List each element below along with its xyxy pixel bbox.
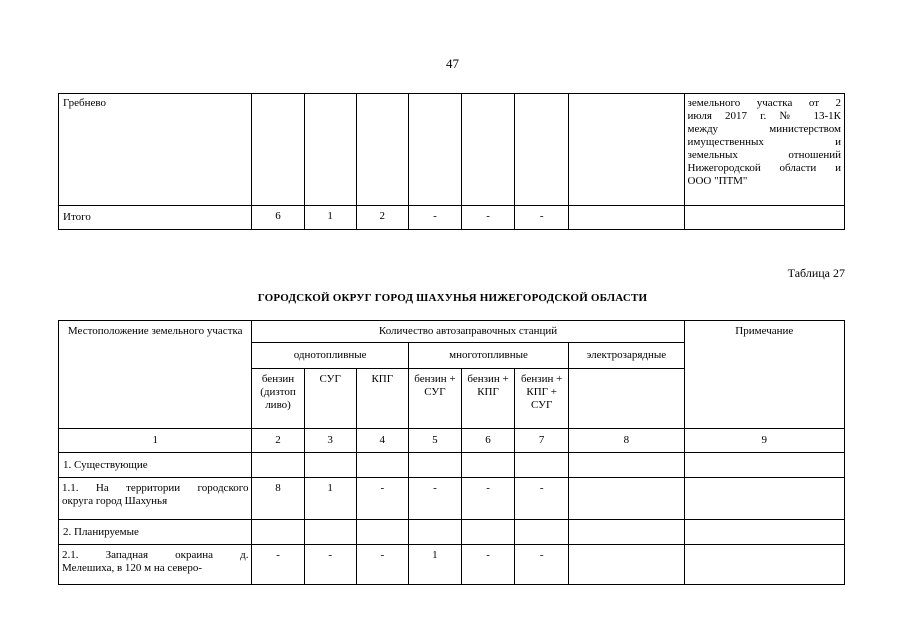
row-label: 2. Планируемые (59, 520, 252, 545)
header-benzin-kpg: бензин + КПГ (461, 369, 514, 429)
note-line: земельного участка от 2 (687, 97, 841, 109)
cell-value: - (304, 545, 356, 585)
row-label: 1. Существующие (59, 453, 252, 478)
column-number: 1 (59, 429, 252, 453)
table-row (59, 206, 845, 230)
row-label-line: 2.1. Западная окраина д. (62, 549, 249, 561)
header-location: Местоположение земельного участка (59, 321, 252, 429)
cell-value: - (515, 545, 569, 585)
cell-value: - (515, 478, 569, 520)
table-caption: Таблица 27 (787, 266, 845, 280)
row-label (59, 478, 252, 520)
note-cell (684, 94, 844, 206)
page-number: 47 (446, 56, 459, 71)
header-multi-fuel: многотопливные (408, 343, 568, 369)
header-row (59, 321, 845, 343)
header-count: Количество автозаправочных станций (252, 321, 684, 343)
note-line: между министерством (687, 123, 841, 135)
total-label: Итого (59, 206, 252, 230)
table-row (59, 453, 845, 478)
table-title: ГОРОДСКОЙ ОКРУГ ГОРОД ШАХУНЬЯ НИЖЕГОРОДСКОЙ ОБЛАСТИ (257, 292, 648, 304)
cell-value: - (461, 478, 514, 520)
column-number: 7 (515, 429, 569, 453)
table-row (59, 478, 845, 520)
gas-stations-table (58, 320, 845, 585)
cell-value: 1 (304, 478, 356, 520)
column-numbers-row (59, 429, 845, 453)
cell-value: - (461, 545, 514, 585)
total-value: 6 (252, 206, 304, 230)
header-benzin-kpg-sug: бензин + КПГ + СУГ (515, 369, 569, 429)
table-row (59, 520, 845, 545)
cell-value: 1 (408, 545, 461, 585)
header-sug: СУГ (304, 369, 356, 429)
column-number: 2 (252, 429, 304, 453)
total-value: 2 (356, 206, 408, 230)
cell-value: - (252, 545, 304, 585)
column-number: 8 (569, 429, 684, 453)
total-value: - (515, 206, 569, 230)
header-kpg: КПГ (356, 369, 408, 429)
note-line: ООО "ПТМ" (687, 175, 748, 187)
header-note: Примечание (684, 321, 844, 429)
total-value: - (408, 206, 461, 230)
cell-value: - (356, 478, 408, 520)
column-number: 4 (356, 429, 408, 453)
column-number: 6 (461, 429, 514, 453)
row-label-line: Мелешиха, в 120 м на северо- (62, 562, 202, 574)
total-value: 1 (304, 206, 356, 230)
total-value: - (461, 206, 514, 230)
header-single-fuel: однотопливные (252, 343, 408, 369)
header-electric: электрозарядные (569, 343, 684, 369)
column-number: 5 (408, 429, 461, 453)
cell-value: - (408, 478, 461, 520)
location-cell: Гребнево (59, 94, 252, 206)
note-line: июля 2017 г. № 13-1К (687, 110, 841, 122)
row-label-line: округа город Шахунья (62, 495, 168, 507)
continuation-table (58, 93, 845, 230)
cell-value: - (356, 545, 408, 585)
row-label-line: 1.1. На территории городского (62, 482, 249, 494)
header-benzin: бензин (дизтоп ливо) (252, 369, 304, 429)
column-number: 3 (304, 429, 356, 453)
table-row (59, 545, 845, 585)
cell-value: 8 (252, 478, 304, 520)
column-number: 9 (684, 429, 844, 453)
note-line: Нижегородской области и (687, 162, 841, 174)
table-row (59, 94, 845, 206)
header-benzin-sug: бензин + СУГ (408, 369, 461, 429)
note-line: земельных отношений (687, 149, 841, 161)
note-line: имущественных и (687, 136, 841, 148)
row-label (59, 545, 252, 585)
